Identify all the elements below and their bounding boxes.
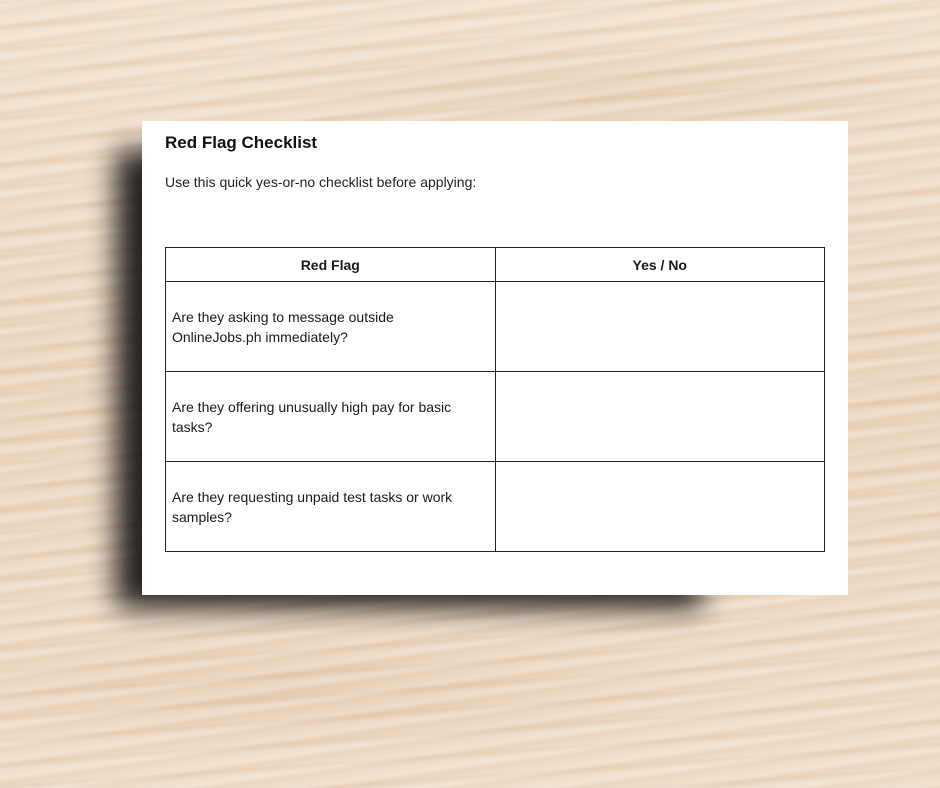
table-row — [166, 462, 825, 552]
table-row — [166, 372, 825, 462]
yes-no-cell[interactable] — [495, 282, 825, 372]
checklist-sheet — [142, 121, 848, 595]
table-header-row — [166, 248, 825, 282]
document-subtitle: Use this quick yes-or-no checklist before applying: — [165, 174, 477, 190]
red-flag-cell — [166, 372, 496, 462]
red-flag-text: Are they offering unusually high pay for basic tasks? — [172, 398, 452, 435]
red-flag-table — [165, 247, 825, 552]
red-flag-text: Are they asking to message outside OnlineJobs.ph immediately? — [172, 308, 394, 345]
yes-no-cell[interactable] — [495, 462, 825, 552]
red-flag-cell — [166, 282, 496, 372]
yes-no-cell[interactable] — [495, 372, 825, 462]
document-title: Red Flag Checklist — [165, 133, 318, 152]
red-flag-cell — [166, 462, 496, 552]
column-header-red-flag: Red Flag — [166, 248, 496, 282]
column-header-yes-no: Yes / No — [495, 248, 825, 282]
table-row — [166, 282, 825, 372]
red-flag-text: Are they requesting unpaid test tasks or work samples? — [172, 488, 453, 525]
